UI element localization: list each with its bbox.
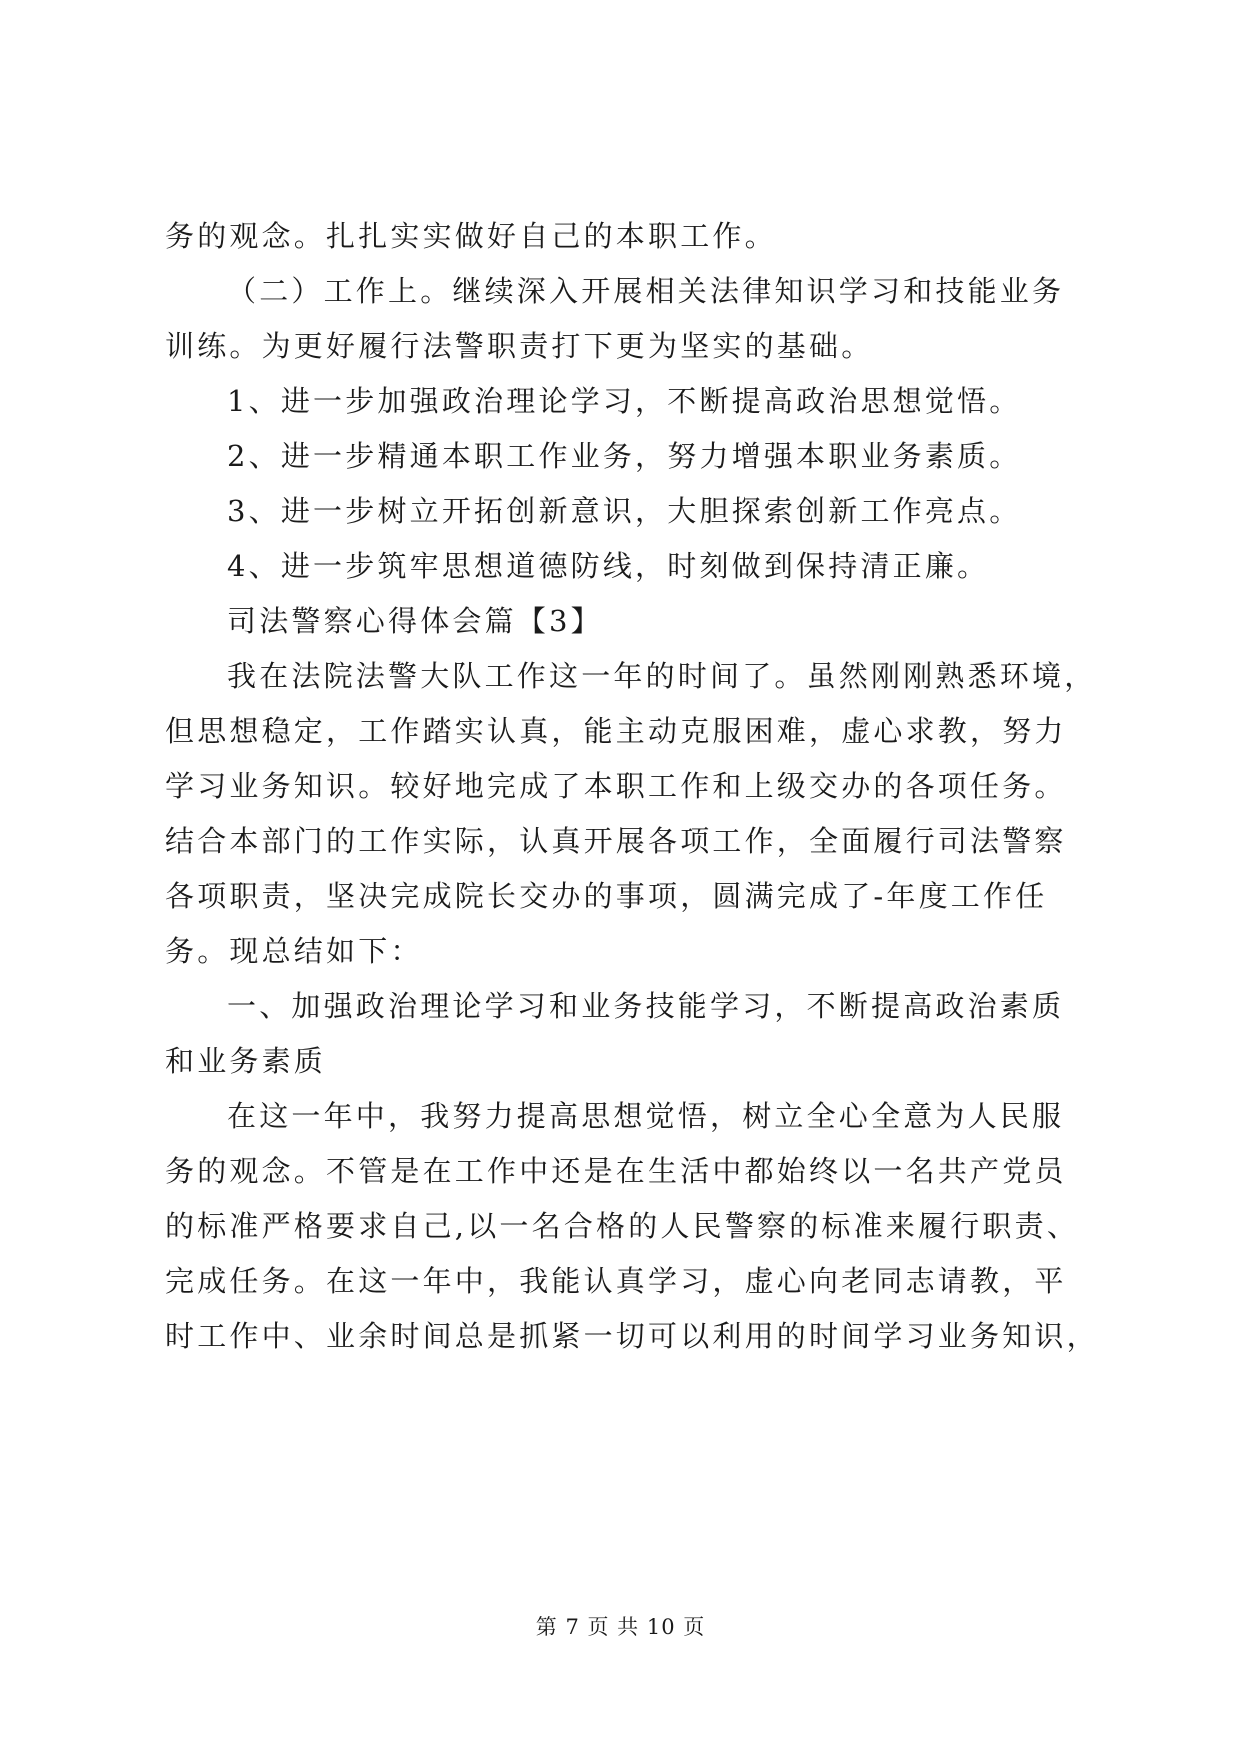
text-line: 一、加强政治理论学习和业务技能学习，不断提高政治素质 bbox=[227, 989, 1065, 1023]
text-line: 我在法院法警大队工作这一年的时间了。虽然刚刚熟悉环境， bbox=[227, 659, 1097, 693]
section-heading: 司法警察心得体会篇【3】 bbox=[227, 604, 603, 638]
text-line: 务的观念。扎扎实实做好自己的本职工作。 bbox=[165, 219, 777, 253]
text-line: 务的观念。不管是在工作中还是在生活中都始终以一名共产党员 bbox=[165, 1154, 1067, 1188]
text-line: 但思想稳定，工作踏实认真，能主动克服困难，虚心求教，努力 bbox=[165, 714, 1067, 748]
text-line: 和业务素质 bbox=[165, 1044, 327, 1078]
text-line: 训练。为更好履行法警职责打下更为坚实的基础。 bbox=[165, 329, 874, 363]
text-line: 完成任务。在这一年中，我能认真学习，虚心向老同志请教，平 bbox=[165, 1264, 1067, 1298]
text-line: 4、进一步筑牢思想道德防线，时刻做到保持清正廉。 bbox=[227, 549, 990, 583]
text-line: （二）工作上。继续深入开展相关法律知识学习和技能业务 bbox=[227, 274, 1065, 308]
text-line: 1、进一步加强政治理论学习，不断提高政治思想觉悟。 bbox=[227, 384, 1022, 418]
page-footer: 第 7 页 共 10 页 bbox=[535, 1615, 706, 1639]
text-line: 的标准严格要求自己,以一名合格的人民警察的标准来履行职责、 bbox=[165, 1209, 1080, 1243]
text-line: 学习业务知识。较好地完成了本职工作和上级交办的各项任务。 bbox=[165, 769, 1067, 803]
text-line: 2、进一步精通本职工作业务，努力增强本职业务素质。 bbox=[227, 439, 1022, 473]
text-line: 在这一年中，我努力提高思想觉悟，树立全心全意为人民服 bbox=[227, 1099, 1065, 1133]
text-line: 结合本部门的工作实际，认真开展各项工作，全面履行司法警察 bbox=[165, 824, 1067, 858]
text-line: 务。现总结如下： bbox=[165, 934, 423, 968]
text-line: 时工作中、业余时间总是抓紧一切可以利用的时间学习业务知识， bbox=[165, 1319, 1099, 1353]
text-line: 3、进一步树立开拓创新意识，大胆探索创新工作亮点。 bbox=[227, 494, 1022, 528]
text-line: 各项职责，坚决完成院长交办的事项，圆满完成了-年度工作任 bbox=[165, 879, 1048, 913]
